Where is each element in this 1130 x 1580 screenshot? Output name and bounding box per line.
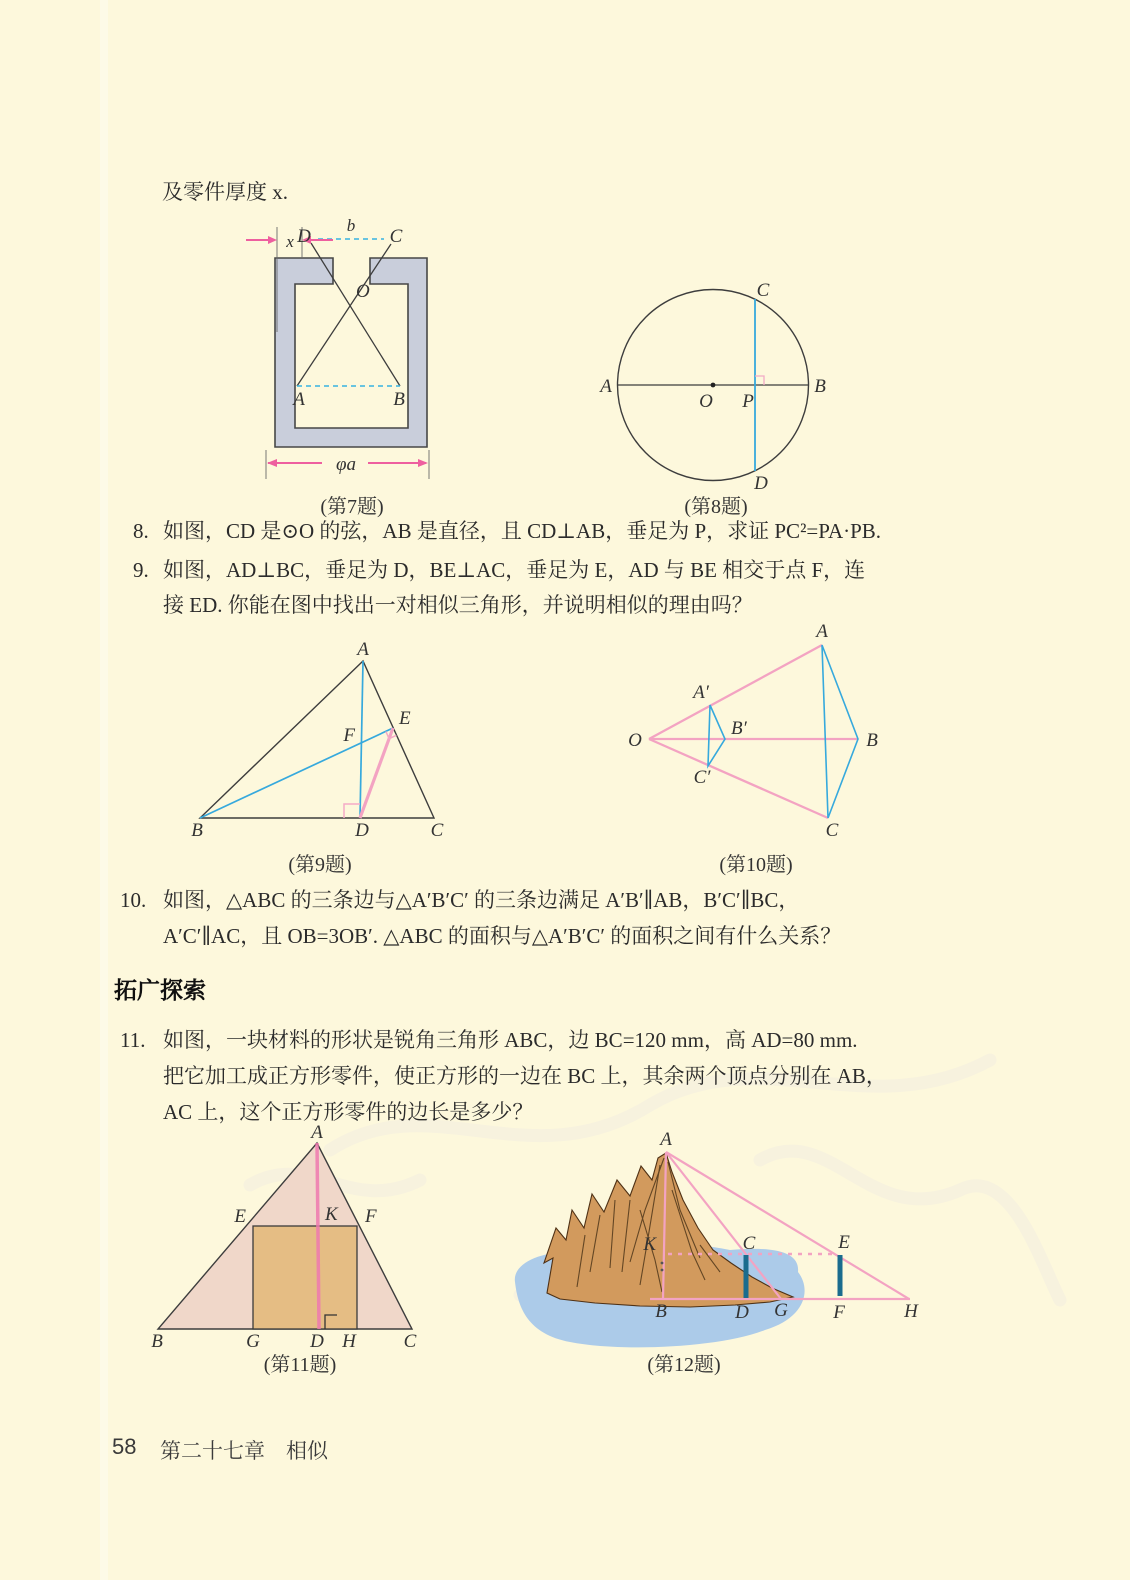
dim-label-phi-a: φa — [335, 454, 357, 475]
triangle-ABC — [200, 661, 434, 818]
problem11-line3: AC 上，这个正方形零件的边长是多少？ — [163, 1100, 534, 1124]
point-label-A: A — [600, 376, 612, 397]
point-label-B-prime: B′ — [731, 718, 747, 739]
point-label-B: B — [393, 389, 405, 410]
figure7-caption: (第7题) — [320, 496, 384, 518]
figure11-inscribed-square-diagram — [140, 1122, 470, 1360]
right-angle-mark-P — [755, 376, 764, 385]
problem8-line1: 如图，CD 是⊙O 的弦，AB 是直径，且 CD⊥AB，垂足为 P，求证 PC²=PA·PB. — [163, 519, 882, 543]
point-label-A-prime: A′ — [693, 682, 709, 703]
point-label-F: F — [833, 1302, 845, 1323]
problem11-number: 11. — [120, 1028, 146, 1052]
footer-page-number: 58 — [112, 1434, 137, 1459]
point-label-D: D — [735, 1302, 749, 1323]
dim-label-x: x — [286, 232, 294, 251]
altitude-AD — [317, 1143, 319, 1329]
center-dot — [711, 383, 716, 388]
figure10-similar-triangles-diagram — [615, 618, 1035, 868]
point-label-E: E — [234, 1206, 246, 1227]
point-label-C: C — [742, 1233, 756, 1254]
point-label-O: O — [356, 281, 370, 302]
problem10-line1: 如图，△ABC 的三条边与△A′B′C′ 的三条边满足 A′B′∥AB，B′C′∥BC， — [163, 888, 800, 912]
problem10-number: 10. — [120, 888, 147, 912]
point-label-C-prime: C′ — [693, 767, 711, 788]
point-label-F: F — [343, 725, 355, 746]
altitude-AD — [360, 661, 363, 818]
point-label-O: O — [628, 730, 642, 751]
point-label-A: A — [816, 621, 828, 642]
figure8-caption: (第8题) — [684, 496, 748, 518]
problem11-line2: 把它加工成正方形零件，使正方形的一边在 BC 上，其余两个顶点分别在 AB， — [163, 1064, 887, 1088]
point-label-D: D — [754, 473, 768, 494]
problem9-line1: 如图，AD⊥BC，垂足为 D，BE⊥AC，垂足为 E，AD 与 BE 相交于点 F，连 — [163, 558, 866, 582]
figure12-mountain-survey-diagram — [505, 1118, 935, 1366]
point-label-C: C — [430, 820, 444, 841]
point-label-C: C — [756, 280, 770, 301]
point-label-G: G — [774, 1300, 788, 1321]
point-label-E: E — [399, 708, 411, 729]
point-label-A: A — [357, 639, 369, 660]
right-angle-mark-D — [344, 804, 360, 818]
point-label-D: D — [310, 1331, 324, 1352]
point-label-H: H — [342, 1331, 356, 1352]
section-header: 拓广探索 — [114, 977, 206, 1003]
point-label-D: D — [355, 820, 369, 841]
point-label-B: B — [655, 1301, 667, 1322]
point-label-F: F — [365, 1206, 377, 1227]
triangle-ABC — [822, 645, 858, 818]
figure8-circle-diagram — [590, 268, 840, 500]
point-label-C: C — [825, 820, 839, 841]
mountain — [544, 1153, 793, 1307]
figure9-triangle-diagram — [150, 639, 470, 865]
point-label-A: A — [660, 1129, 672, 1150]
figure7-part-diagram — [225, 208, 460, 493]
figure12-caption: (第12题) — [647, 1354, 721, 1376]
point-label-C: C — [389, 226, 403, 247]
square-EGHF — [253, 1226, 357, 1329]
problem8-number: 8. — [133, 519, 149, 543]
part-cross-section — [275, 258, 427, 447]
point-label-H: H — [904, 1301, 918, 1322]
point-label-G: G — [246, 1331, 260, 1352]
footer-chapter-title: 第二十七章 相似 — [160, 1440, 328, 1463]
point-label-B: B — [191, 820, 203, 841]
point-label-E: E — [838, 1232, 850, 1253]
point-label-A: A — [293, 389, 305, 410]
figure9-caption: (第9题) — [288, 854, 352, 876]
point-label-B: B — [814, 376, 826, 397]
problem10-line2: A′C′∥AC，且 OB=3OB′. △ABC 的面积与△A′B′C′ 的面积之间有什么关系？ — [163, 924, 842, 948]
point-label-O: O — [699, 391, 713, 412]
point-label-D: D — [297, 226, 311, 247]
point-label-A: A — [311, 1122, 323, 1143]
point-label-C: C — [403, 1331, 417, 1352]
intro-text: 及零件厚度 x. — [162, 180, 288, 204]
figure11-caption: (第11题) — [263, 1354, 337, 1376]
point-label-P: P — [742, 391, 754, 412]
triangle-A-prime-B-prime-C-prime — [708, 705, 725, 766]
dim-label-b: b — [346, 216, 356, 235]
point-label-K: K — [643, 1234, 656, 1255]
point-label-K: K — [325, 1204, 338, 1225]
point-label-B: B — [866, 730, 878, 751]
figure10-caption: (第10题) — [719, 854, 793, 876]
point-label-B: B — [151, 1331, 163, 1352]
problem11-line1: 如图，一块材料的形状是锐角三角形 ABC，边 BC=120 mm，高 AD=80 mm. — [163, 1028, 858, 1052]
problem9-line2: 接 ED. 你能在图中找出一对相似三角形，并说明相似的理由吗？ — [163, 593, 753, 617]
problem9-number: 9. — [133, 558, 149, 582]
